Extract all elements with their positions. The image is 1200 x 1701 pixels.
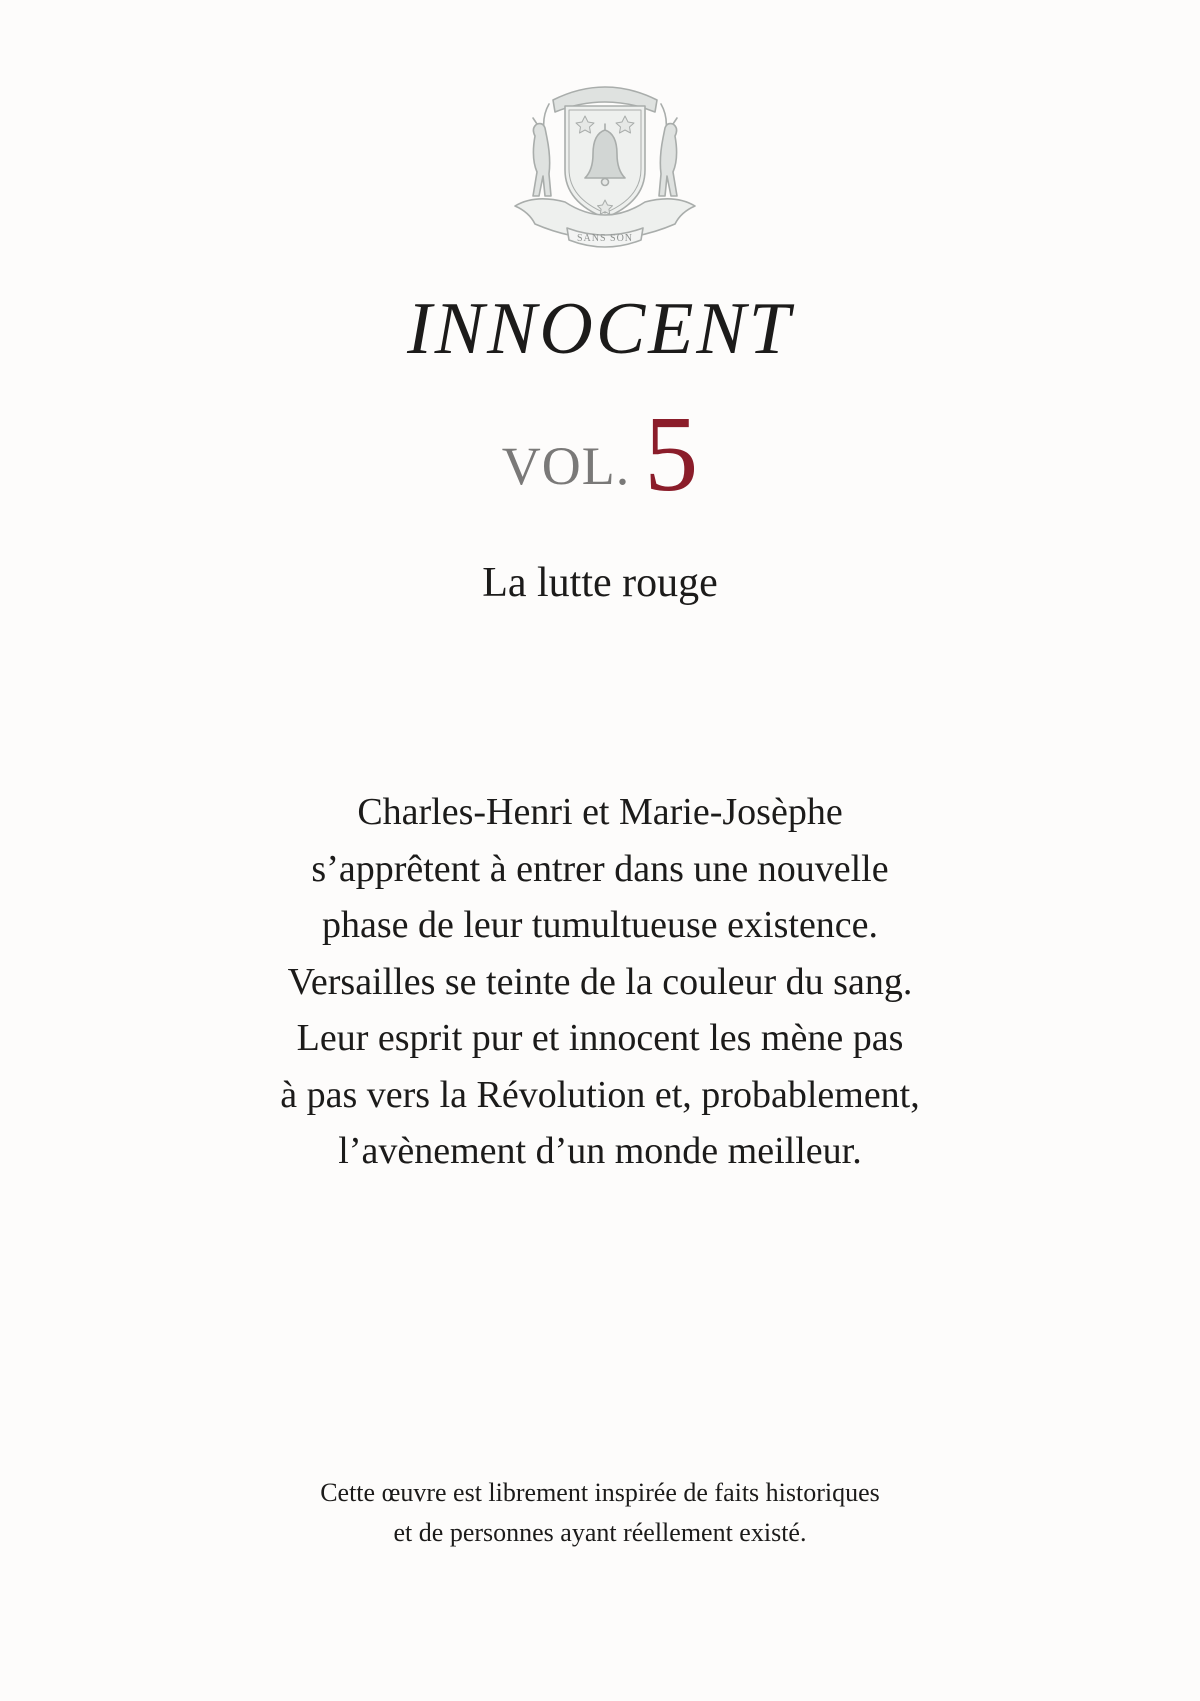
volume-number: 5 xyxy=(644,395,699,514)
summary-line: Charles-Henri et Marie-Josèphe xyxy=(357,791,843,833)
disclaimer-line: Cette œuvre est librement inspirée de faits historiques xyxy=(320,1478,880,1507)
disclaimer-note xyxy=(0,1473,1200,1553)
disclaimer-line: et de personnes ayant réellement existé. xyxy=(393,1518,807,1547)
volume-label: VOL. xyxy=(501,436,631,496)
summary-line: Versailles se teinte de la couleur du sang. xyxy=(287,960,913,1003)
summary-line: à pas vers la Révolution et, probablement, xyxy=(280,1073,920,1116)
volume-heading xyxy=(0,395,1200,514)
volume-subtitle: La lutte rouge xyxy=(482,560,718,606)
summary-line: s’apprêtent à entrer dans une nouvelle xyxy=(311,847,889,890)
coat-of-arms-emblem xyxy=(505,78,705,258)
crest-motto: SANS SON xyxy=(576,233,634,244)
summary-paragraph xyxy=(0,784,1200,1180)
summary-line: l’avènement d’un monde meilleur. xyxy=(338,1130,862,1172)
summary-line: Leur esprit pur et innocent les mène pas xyxy=(296,1017,904,1059)
book-title: INNOCENT xyxy=(407,288,793,370)
summary-line: phase de leur tumultueuse existence. xyxy=(321,904,879,946)
